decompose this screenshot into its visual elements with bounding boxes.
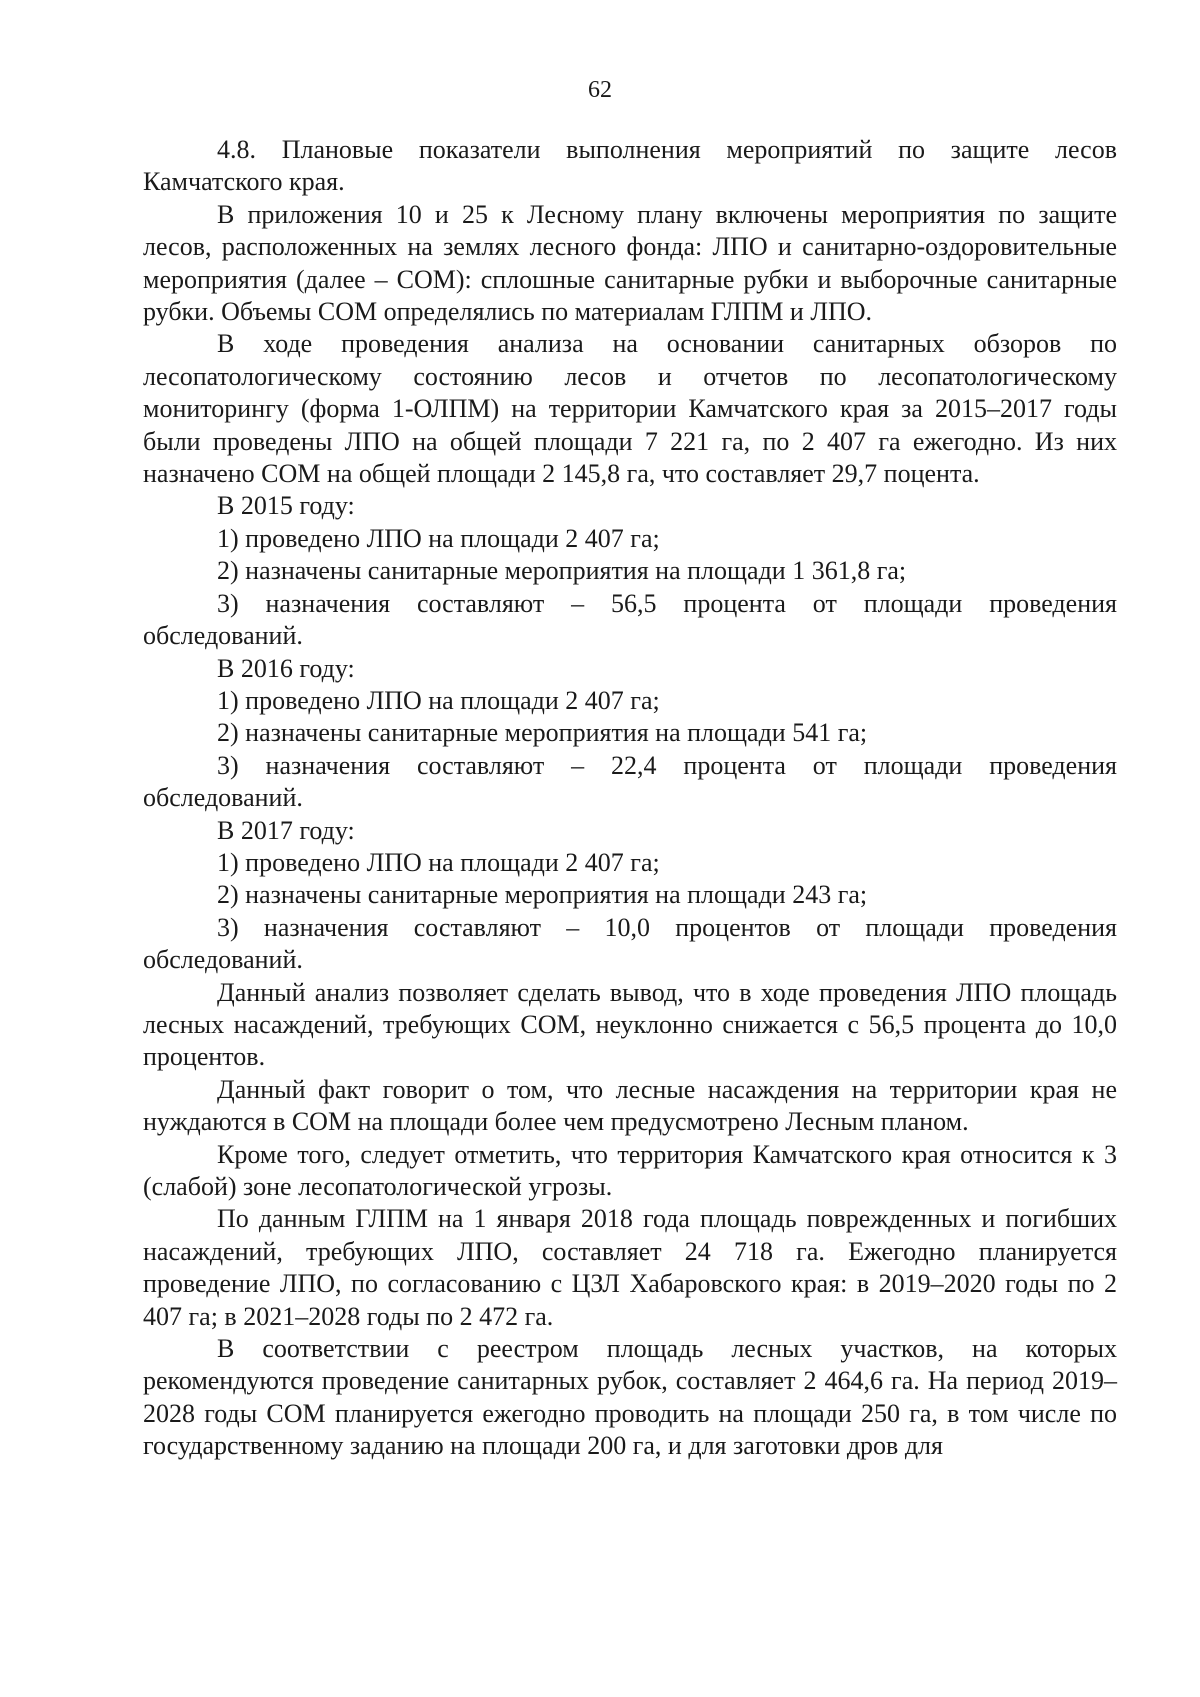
year-2015-item-1: 1) проведено ЛПО на площади 2 407 га; <box>217 523 660 553</box>
year-2015-item-3: 3) назначения составляют – 56,5 процента от площади проведения обследований. <box>143 588 1117 651</box>
year-2015-item-2: 2) назначены санитарные мероприятия на площади 1 361,8 га; <box>217 556 907 586</box>
threat-zone-paragraph: Кроме того, следует отметить, что территория Камчатского края относится к 3 (слабой) зоне лесопатологической угрозы. <box>143 1139 1117 1201</box>
year-2017-item-2: 2) назначены санитарные мероприятия на площади 243 га; <box>217 880 868 910</box>
glpm-paragraph: По данным ГЛПМ на 1 января 2018 года площадь поврежденных и погибших насаждений, требующих ЛПО, составляет 24 718 га. Ежегодно планируется проведение ЛПО, по согласованию с ЦЗЛ Хабаровского края: в 2019–2020 годы по 2 407 га; в 2021–2028 годы по 2 472 га. <box>143 1204 1117 1331</box>
registry-paragraph: В соответствии с реестром площадь лесных участков, на которых рекомендуются проведение санитарных рубок, составляет 2 464,6 га. На период 2019–2028 годы СОМ планируется ежегодно проводить на площади 250 га, в том числе по государственному заданию на площади 200 га, и для заготовки дров для <box>143 1334 1117 1461</box>
year-2016-item-2: 2) назначены санитарные мероприятия на площади 541 га; <box>217 718 868 748</box>
year-2016-item-3: 3) назначения составляют – 22,4 процента от площади проведения обследований. <box>143 750 1117 813</box>
year-2017-heading: В 2017 году: <box>217 815 355 845</box>
intro-paragraph: В приложения 10 и 25 к Лесному плану включены мероприятия по защите лесов, расположенных на землях лесного фонда: ЛПО и санитарно-оздоровительные мероприятия (далее – СОМ): сплошные санитарные рубки и выборочные санитарные рубки. Объемы СОМ определялись по материалам ГЛПМ и ЛПО. <box>143 199 1117 327</box>
year-2015-heading: В 2015 году: <box>217 491 355 521</box>
year-2016-heading: В 2016 году: <box>217 653 355 683</box>
year-2017-item-1: 1) проведено ЛПО на площади 2 407 га; <box>217 847 660 877</box>
analysis-paragraph: В ходе проведения анализа на основании санитарных обзоров по лесопатологическому состоянию лесов и отчетов по лесопатологическому мониторингу (форма 1-ОЛПМ) на территории Камчатского края за 2015–2017 годы были проведены ЛПО на общей площади 7 221 га, по 2 407 га ежегодно. Из них назначено СОМ на общей площади 2 145,8 га, что составляет 29,7 поцента. <box>143 329 1117 489</box>
fact-paragraph: Данный факт говорит о том, что лесные насаждения на территории края не нуждаются в СОМ на площади более чем предусмотрено Лесным планом. <box>143 1074 1117 1137</box>
page-number: 62 <box>588 77 612 103</box>
conclusion-paragraph: Данный анализ позволяет сделать вывод, что в ходе проведения ЛПО площадь лесных насаждений, требующих СОМ, неуклонно снижается с 56,5 процента до 10,0 процентов. <box>143 977 1117 1072</box>
body-text <box>143 134 1117 1463</box>
year-2017-item-3: 3) назначения составляют – 10,0 процентов от площади проведения обследований. <box>143 912 1117 975</box>
section-heading-paragraph: 4.8. Плановые показатели выполнения мероприятий по защите лесов Камчатского края. <box>143 135 1117 197</box>
year-2016-item-1: 1) проведено ЛПО на площади 2 407 га; <box>217 685 660 715</box>
